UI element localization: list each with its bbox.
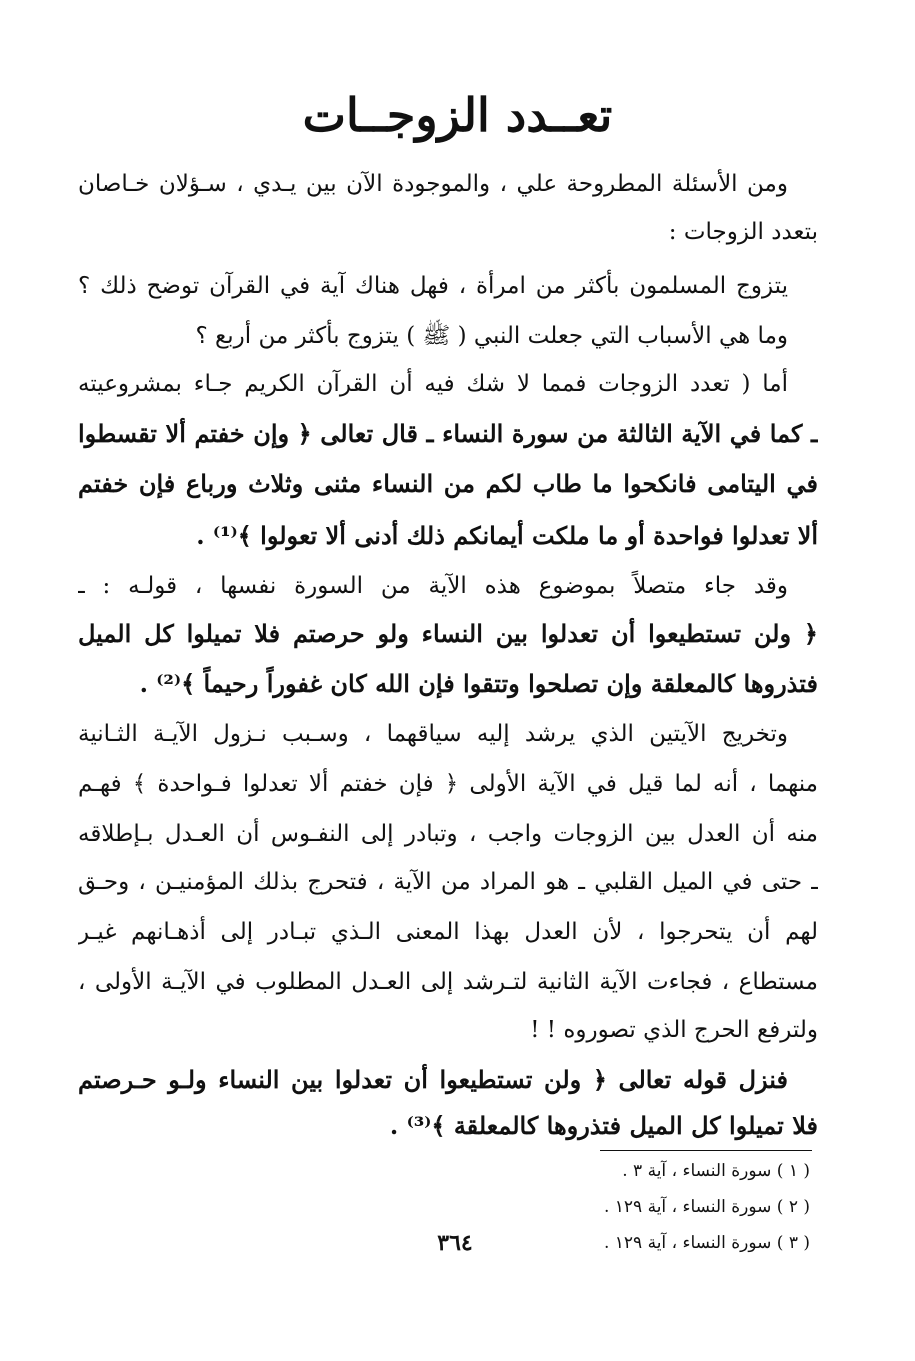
text-line: في اليتامى فانكحوا ما طاب لكم من النساء مثنى وثلاث ورباع فإن خفتم [78,469,818,498]
text-line: مستطاع ، فجاءت الآية الثانية لتـرشد إلى العـدل المطلوب في الآيـة الأولى ، [78,969,818,995]
page-number: ٣٦٤ [437,1230,473,1256]
text-line: يتزوج المسلمون بأكثر من امرأة ، فهل هناك آية في القرآن توضح ذلك ؟ [78,273,788,299]
text-line: وما هي الأسباب التي جعلت النبي ( ﷺ ) يتزوج بأكثر من أربع ؟ [195,323,788,349]
text-line: لهم أن يتحرجوا ، لأن العدل بهذا المعنى الـذي تبـادر إلى أذهـانهم غيـر [78,919,818,945]
text-line: فتذروها كالمعلقة وإن تصلحوا وتتقوا فإن الله كان غفوراً رحيماً ﴾⁽²⁾ . [139,669,818,698]
footnote: ( ١ ) سورة النساء ، آية ٣ . [622,1161,810,1181]
text-line: منهما ، أنه لما قيل في الآية الأولى ﴿ فإن خفتم ألا تعدلوا فـواحدة ﴾ فهـم [78,771,818,797]
footnote: ( ٣ ) سورة النساء ، آية ١٢٩ . [603,1233,810,1253]
footnote-divider [600,1150,812,1151]
text-line: ومن الأسئلة المطروحة علي ، والموجودة الآن بين يـدي ، سـؤلان خـاصان [78,171,788,197]
page-title: تعــدد الزوجــات [302,88,613,142]
text-line: ـ كما في الآية الثالثة من سورة النساء ـ قال تعالى ﴿ وإن خفتم ألا تقسطوا [78,419,818,448]
text-line: منه أن العدل بين الزوجات واجب ، وتبادر إلى النفـوس أن العـدل بـإطلاقه [78,821,818,847]
text-line: وتخريج الآيتين الذي يرشد إليه سياقهما ، وسـبب نـزول الآيـة الثـانية [78,721,788,747]
text-line: أما ( تعدد الزوجات فمما لا شك فيه أن القرآن الكريم جـاء بمشروعيته [78,371,788,397]
text-line: فنزل قوله تعالى ﴿ ولن تستطيعوا أن تعدلوا بين النساء ولـو حـرصتم [78,1065,788,1094]
footnote: ( ٢ ) سورة النساء ، آية ١٢٩ . [603,1197,810,1217]
text-line: ألا تعدلوا فواحدة أو ما ملكت أيمانكم ذلك أدنى ألا تعولوا ﴾⁽¹⁾ . [196,521,818,550]
text-line: بتعدد الزوجات : [668,219,818,245]
text-line: ﴿ ولن تستطيعوا أن تعدلوا بين النساء ولو حرصتم فلا تميلوا كل الميل [78,619,818,648]
text-line: وقد جاء متصلاً بموضوع هذه الآية من السورة نفسها ، قولـه : ـ [78,573,788,599]
text-line: ولترفع الحرج الذي تصوروه ! ! [530,1017,818,1043]
text-line: فلا تميلوا كل الميل فتذروها كالمعلقة ﴾⁽³⁾ . [389,1111,818,1140]
text-line: ـ حتى في الميل القلبي ـ هو المراد من الآية ، فتحرج بذلك المؤمنيـن ، وحـق [78,869,818,895]
